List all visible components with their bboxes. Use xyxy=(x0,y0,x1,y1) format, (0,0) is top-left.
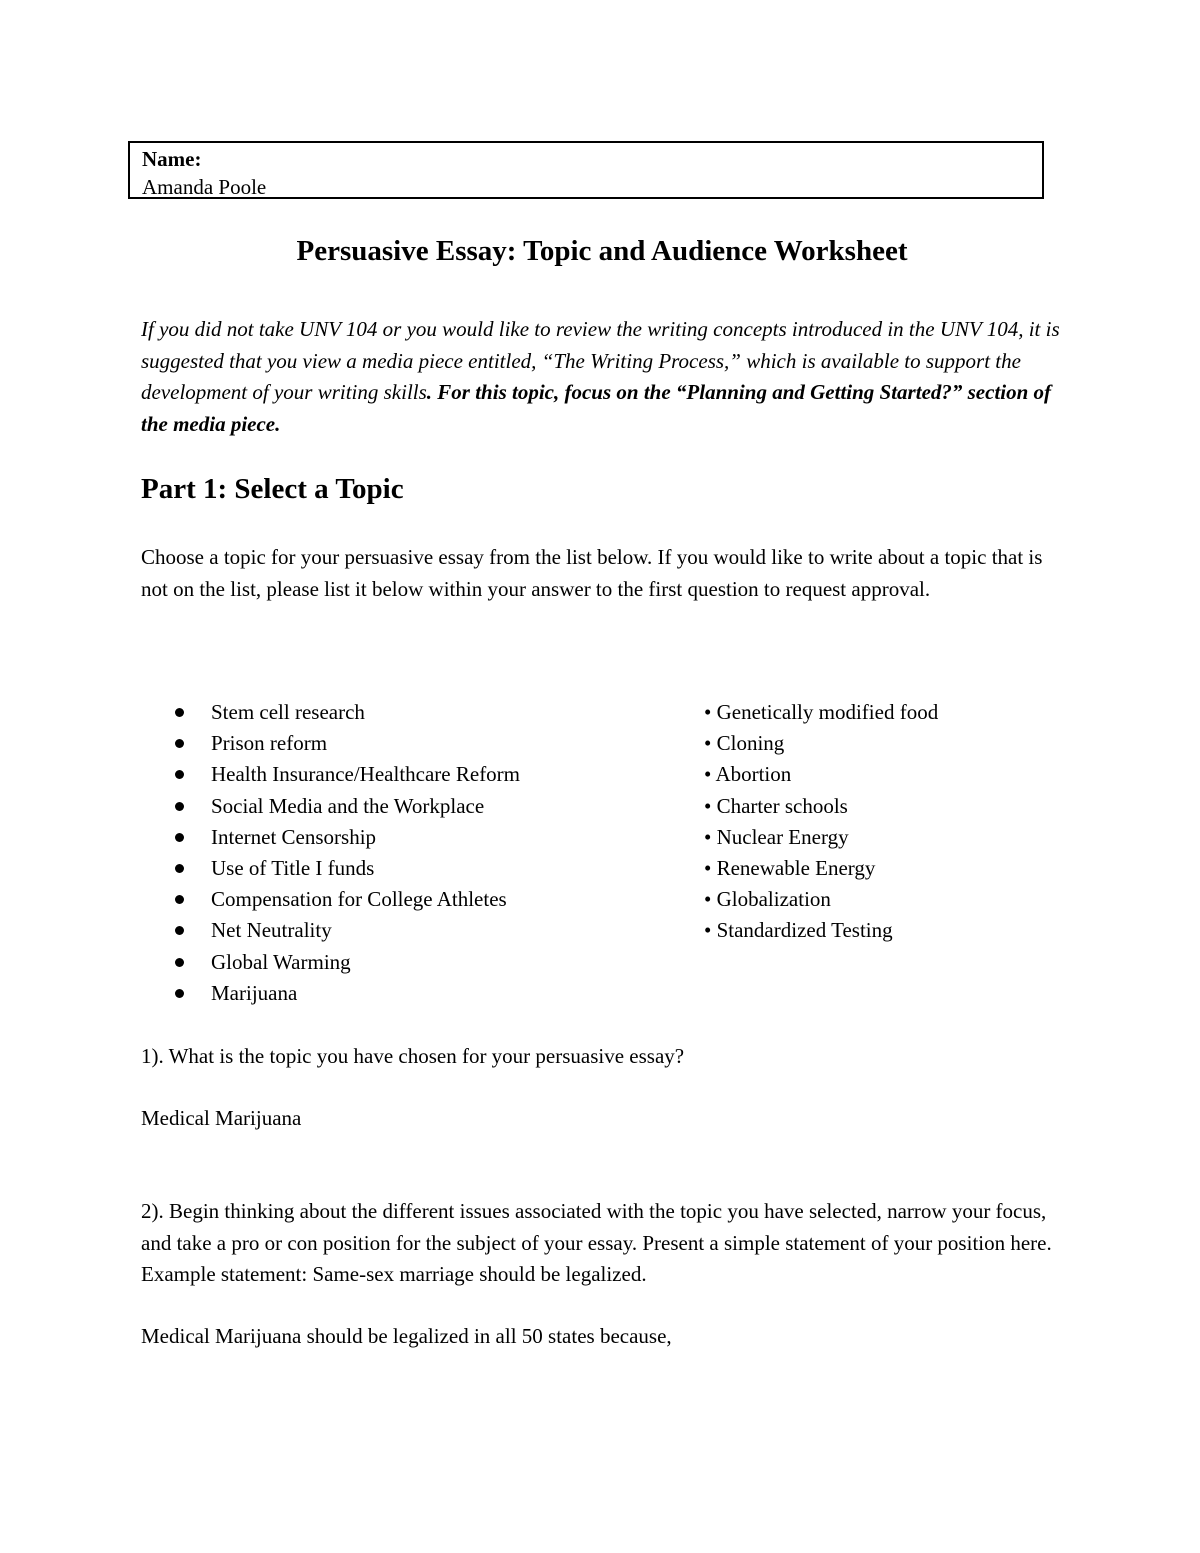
list-item xyxy=(141,791,520,822)
part1-instructions: Choose a topic for your persuasive essay from the list below. If you would like to write about a topic that is not on the list, please list it below within your answer to the first question to request approval. xyxy=(141,545,1043,601)
list-item: • Renewable Energy xyxy=(704,856,876,881)
topic-label: Health Insurance/Healthcare Reform xyxy=(211,762,521,787)
topic-label: Marijuana xyxy=(211,980,298,1005)
part1-heading: Part 1: Select a Topic xyxy=(141,473,404,505)
list-item: • Nuclear Energy xyxy=(704,824,849,849)
list-item xyxy=(141,884,520,915)
bullet-icon xyxy=(175,958,184,967)
list-item xyxy=(141,728,520,759)
list-item: • Genetically modified food xyxy=(704,700,939,724)
bullet-icon xyxy=(175,895,184,904)
bullet-icon xyxy=(175,802,184,811)
topic-label: Stem cell research xyxy=(211,700,365,724)
topic-list-left xyxy=(141,697,520,1009)
list-item xyxy=(141,853,520,884)
bullet-icon xyxy=(175,989,184,998)
bullet-icon xyxy=(175,739,184,748)
name-label: Name: xyxy=(142,147,202,171)
answer-1: Medical Marijuana xyxy=(141,1106,302,1130)
topic-label: Compensation for College Athletes xyxy=(211,887,507,912)
bullet-icon xyxy=(175,708,184,717)
question-2: 2). Begin thinking about the different issues associated with the topic you have selected, narrow your focus, and take a pro or con position for the subject of your essay. Present a simple statement of your position here. Example statement: Same-sex marriage should be legalized. xyxy=(141,1199,1052,1286)
list-item: • Globalization xyxy=(704,887,831,912)
list-item xyxy=(141,759,520,790)
bullet-icon xyxy=(175,926,184,935)
topic-list-right xyxy=(704,697,938,947)
list-item xyxy=(141,697,520,728)
topic-label: Social Media and the Workplace xyxy=(211,793,485,818)
intro-period: . xyxy=(426,380,433,404)
list-item: • Cloning xyxy=(704,731,785,756)
list-item xyxy=(141,947,520,978)
topic-label: Prison reform xyxy=(211,731,328,756)
name-value: Amanda Poole xyxy=(142,175,267,199)
intro-italic-text: If you did not take UNV 104 or you would like to review the writing concepts introduced in the UNV 104, it is suggested that you view a media piece entitled, “The Writing Process,” which is available to support the development of your writing skills xyxy=(141,317,1060,404)
list-item: • Standardized Testing xyxy=(704,918,893,943)
bullet-icon xyxy=(175,833,184,842)
intro-bold-text: For this topic, focus on the “Planning and Getting Started?” section of the media piece. xyxy=(141,380,1052,436)
topic-label: Internet Censorship xyxy=(211,824,377,849)
question-1: 1). What is the topic you have chosen for your persuasive essay? xyxy=(141,1044,685,1068)
list-item xyxy=(141,915,520,946)
topic-label: Global Warming xyxy=(211,949,351,974)
document-title: Persuasive Essay: Topic and Audience Worksheet xyxy=(296,235,908,267)
list-item: • Charter schools xyxy=(704,793,848,818)
answer-2: Medical Marijuana should be legalized in all 50 states because, xyxy=(141,1324,672,1348)
topic-label: Net Neutrality xyxy=(211,918,332,943)
topic-label: Use of Title I funds xyxy=(211,856,375,881)
list-item xyxy=(141,822,520,853)
list-item xyxy=(141,978,520,1009)
bullet-icon xyxy=(175,864,184,873)
bullet-icon xyxy=(175,770,184,779)
list-item: • Abortion xyxy=(704,762,792,787)
name-box xyxy=(128,141,1044,199)
intro-paragraph xyxy=(141,314,1061,440)
